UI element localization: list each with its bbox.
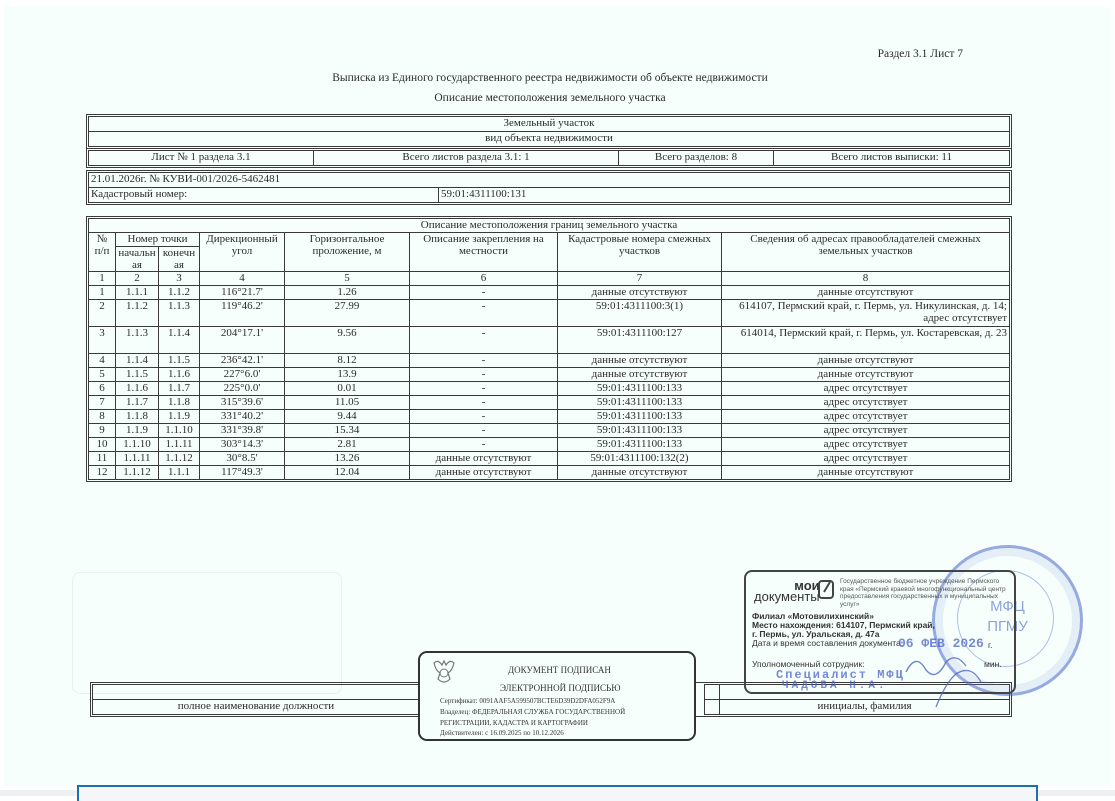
- boundaries-table: [88, 218, 1010, 480]
- table-row: [89, 354, 1010, 368]
- cell-owners: данные отсутствуют: [722, 354, 1010, 368]
- col-number: 3: [159, 272, 200, 286]
- cell-angle: 117°49.3': [200, 466, 285, 480]
- document-title: Выписка из Единого государственного реестра недвижимости об объекте недвижимости: [332, 72, 768, 84]
- object-kind-table: [88, 116, 1010, 147]
- cell-adjacent: данные отсутствуют: [558, 466, 722, 480]
- table-row: [89, 424, 1010, 438]
- cell-owners: адрес отсутствует: [722, 424, 1010, 438]
- cell-owners: 614107, Пермский край, г. Пермь, ул. Никулинская, д. 14; адрес отсутствует: [722, 300, 1010, 327]
- electronic-signature-stamp: [418, 651, 696, 741]
- cell-start: 1.1.4: [116, 354, 159, 368]
- cell-no: 11: [89, 452, 116, 466]
- cell-distance: 0.01: [285, 382, 410, 396]
- header-owners: Сведения об адресах правообладателей смежных земельных участков: [722, 233, 1010, 272]
- cell-start: 1.1.7: [116, 396, 159, 410]
- cell-distance: 2.81: [285, 438, 410, 452]
- cell-angle: 227°6.0': [200, 368, 285, 382]
- cadastral-value: 59:01:4311100:131: [439, 188, 1010, 203]
- mfc-location-1: Место нахождения: 614107, Пермский край,: [752, 620, 935, 630]
- cell-no: 1: [89, 286, 116, 300]
- cell-adjacent: 59:01:4311100:133: [558, 410, 722, 424]
- cell-angle: 303°14.3': [200, 438, 285, 452]
- cell-end: 1.1.1: [159, 466, 200, 480]
- cell-angle: 204°17.1': [200, 327, 285, 354]
- cell-distance: 11.05: [285, 396, 410, 410]
- sheet-number: Лист № 1 раздела 3.1: [89, 151, 314, 166]
- initials-caption: инициалы, фамилия: [720, 700, 1010, 715]
- header-start: начальн ая: [116, 247, 159, 272]
- col-number: 8: [722, 272, 1010, 286]
- cell-adjacent: данные отсутствуют: [558, 286, 722, 300]
- total-section-sheets: Всего листов раздела 3.1: 1: [314, 151, 619, 166]
- cell-adjacent: 59:01:4311100:127: [558, 327, 722, 354]
- mfc-organization: Государственное бюджетное учреждение Пермского края «Пермский краевой многофункциональный центр предоставления государственных и муниципальных услуг»: [840, 578, 1006, 608]
- cell-adjacent: 59:01:4311100:132(2): [558, 452, 722, 466]
- table-row: [89, 396, 1010, 410]
- cell-start: 1.1.12: [116, 466, 159, 480]
- document-subtitle: Описание местоположения земельного участка: [434, 92, 666, 104]
- cell-start: 1.1.8: [116, 410, 159, 424]
- cell-angle: 116°21.7': [200, 286, 285, 300]
- cell-end: 1.1.12: [159, 452, 200, 466]
- esig-validity: Действителен: с 16.09.2025 по 10.12.2026: [440, 729, 564, 737]
- cell-end: 1.1.3: [159, 300, 200, 327]
- cell-adjacent: данные отсутствуют: [558, 354, 722, 368]
- esig-certificate: Сертификат: 0091AAF5A599507BCTE6D39D2DFA052F9A: [440, 697, 616, 705]
- cell-start: 1.1.3: [116, 327, 159, 354]
- cell-angle: 119°46.2': [200, 300, 285, 327]
- cell-distance: 8.12: [285, 354, 410, 368]
- cell-owners: адрес отсутствует: [722, 396, 1010, 410]
- cell-distance: 27.99: [285, 300, 410, 327]
- mfc-stamp: мои документы Государственное бюджетное учреждение Пермского края «Пермский краевой многофункциональный центр предоставления государственных и муниципальных услуг» Филиал «Мотовилихинский» Место нахождения: 614107, Пермский край, г. Пермь, ул. Уральская, д. 47а Дата и время составления документа: 06 ФЕВ 2026 г. Уполномоченный сотрудник: мин. Специалист МФЦ ЧАДОВА Н.А.: [744, 570, 1016, 694]
- table-row: [89, 327, 1010, 354]
- viewer-panel[interactable]: [77, 785, 1038, 801]
- cell-owners: адрес отсутствует: [722, 410, 1010, 424]
- table-row: [89, 286, 1010, 300]
- col-number: 2: [116, 272, 159, 286]
- stamp-bleed-through: [72, 572, 342, 694]
- cell-angle: 236°42.1': [200, 354, 285, 368]
- cell-no: 12: [89, 466, 116, 480]
- employee-stamp-1: Специалист МФЦ: [776, 668, 905, 682]
- cell-angle: 225°0.0': [200, 382, 285, 396]
- table-row: [89, 368, 1010, 382]
- registration-number: 21.01.2026г. № КУВИ-001/2026-5462481: [89, 173, 1010, 188]
- total-sections: Всего разделов: 8: [619, 151, 774, 166]
- sheets-info-table: [88, 150, 1010, 166]
- cell-start: 1.1.2: [116, 300, 159, 327]
- cell-no: 2: [89, 300, 116, 327]
- sheet-label: Раздел 3.1 Лист 7: [877, 48, 963, 60]
- cell-adjacent: данные отсутствуют: [558, 368, 722, 382]
- cell-distance: 12.04: [285, 466, 410, 480]
- cell-start: 1.1.1: [116, 286, 159, 300]
- mfc-date-value: 06 ФЕВ 2026: [898, 636, 984, 651]
- table-row: [89, 466, 1010, 480]
- cell-distance: 13.9: [285, 368, 410, 382]
- cell-start: 1.1.6: [116, 382, 159, 396]
- my-documents-logo: мои документы: [754, 578, 820, 604]
- cell-fixing: -: [410, 300, 558, 327]
- cell-end: 1.1.2: [159, 286, 200, 300]
- cell-fixing: -: [410, 327, 558, 354]
- cell-start: 1.1.10: [116, 438, 159, 452]
- cell-fixing: -: [410, 410, 558, 424]
- cell-start: 1.1.11: [116, 452, 159, 466]
- cell-adjacent: 59:01:4311100:133: [558, 382, 722, 396]
- col-number: 7: [558, 272, 722, 286]
- mfc-date-label: Дата и время составления документа:: [752, 638, 904, 648]
- mfc-logo-icon: [818, 578, 836, 600]
- cadastral-label: Кадастровый номер:: [89, 188, 439, 203]
- employee-stamp-2: ЧАДОВА Н.А.: [782, 680, 888, 692]
- cell-adjacent: 59:01:4311100:133: [558, 438, 722, 452]
- cell-fixing: данные отсутствуют: [410, 452, 558, 466]
- cell-distance: 15.34: [285, 424, 410, 438]
- cell-no: 9: [89, 424, 116, 438]
- mfc-branch: Филиал «Мотовилихинский»: [752, 611, 874, 621]
- cell-fixing: -: [410, 368, 558, 382]
- cell-fixing: -: [410, 382, 558, 396]
- cell-start: 1.1.5: [116, 368, 159, 382]
- col-number: 5: [285, 272, 410, 286]
- cell-fixing: -: [410, 438, 558, 452]
- header-end: конечн ая: [159, 247, 200, 272]
- cell-angle: 315°39.6': [200, 396, 285, 410]
- total-extract-sheets: Всего листов выписки: 11: [774, 151, 1010, 166]
- table-row: [89, 382, 1010, 396]
- position-caption: полное наименование должности: [93, 700, 420, 715]
- cell-no: 5: [89, 368, 116, 382]
- esig-line1: ДОКУМЕНТ ПОДПИСАН: [508, 665, 611, 675]
- cell-adjacent: 59:01:4311100:133: [558, 396, 722, 410]
- cell-owners: 614014, Пермский край, г. Пермь, ул. Костаревская, д. 23: [722, 327, 1010, 354]
- boundaries-title: Описание местоположения границ земельного участка: [89, 219, 1010, 233]
- col-number: 6: [410, 272, 558, 286]
- cell-no: 3: [89, 327, 116, 354]
- cell-end: 1.1.10: [159, 424, 200, 438]
- object-kind: Земельный участок: [89, 117, 1010, 132]
- cell-end: 1.1.4: [159, 327, 200, 354]
- cell-owners: данные отсутствуют: [722, 368, 1010, 382]
- cell-angle: 331°39.8': [200, 424, 285, 438]
- cell-fixing: -: [410, 354, 558, 368]
- cell-fixing: -: [410, 286, 558, 300]
- cell-no: 4: [89, 354, 116, 368]
- cell-distance: 1.26: [285, 286, 410, 300]
- table-row: [89, 300, 1010, 327]
- cell-distance: 9.44: [285, 410, 410, 424]
- header-point-no: Номер точки: [116, 233, 200, 247]
- boundaries-rows: [89, 286, 1010, 480]
- cell-angle: 30°8.5': [200, 452, 285, 466]
- cell-end: 1.1.5: [159, 354, 200, 368]
- header-adjacent: Кадастровые номера смежных участков: [558, 233, 722, 272]
- cell-no: 6: [89, 382, 116, 396]
- col-number: 4: [200, 272, 285, 286]
- cell-no: 7: [89, 396, 116, 410]
- cell-start: 1.1.9: [116, 424, 159, 438]
- cell-adjacent: 59:01:4311100:3(1): [558, 300, 722, 327]
- header-distance: Горизонтальное проложение, м: [285, 233, 410, 272]
- cell-owners: адрес отсутствует: [722, 382, 1010, 396]
- table-row: [89, 452, 1010, 466]
- cell-angle: 331°40.2': [200, 410, 285, 424]
- registration-table: [88, 172, 1010, 203]
- esig-owner2: РЕГИСТРАЦИИ, КАДАСТРА И КАРТОГРАФИИ: [440, 719, 588, 727]
- mfc-employee-label: Уполномоченный сотрудник:: [752, 659, 865, 669]
- cell-owners: данные отсутствуют: [722, 466, 1010, 480]
- cell-end: 1.1.11: [159, 438, 200, 452]
- table-row: [89, 410, 1010, 424]
- cell-distance: 9.56: [285, 327, 410, 354]
- cell-owners: данные отсутствуют: [722, 286, 1010, 300]
- cell-owners: адрес отсутствует: [722, 452, 1010, 466]
- cell-end: 1.1.7: [159, 382, 200, 396]
- cell-distance: 13.26: [285, 452, 410, 466]
- header-angle: Дирекционный угол: [200, 233, 285, 272]
- cell-fixing: -: [410, 424, 558, 438]
- header-no: № п/п: [89, 233, 116, 272]
- cell-no: 10: [89, 438, 116, 452]
- cell-fixing: данные отсутствуют: [410, 466, 558, 480]
- cell-fixing: -: [410, 396, 558, 410]
- cell-end: 1.1.6: [159, 368, 200, 382]
- col-number: 1: [89, 272, 116, 286]
- cell-end: 1.1.9: [159, 410, 200, 424]
- header-fixing: Описание закрепления на местности: [410, 233, 558, 272]
- esig-line2: ЭЛЕКТРОННОЙ ПОДПИСЬЮ: [500, 683, 621, 693]
- handwritten-signature: [896, 652, 986, 712]
- table-row: [89, 438, 1010, 452]
- mfc-location-2: г. Пермь, ул. Уральская, д. 47а: [752, 629, 880, 639]
- cell-adjacent: 59:01:4311100:133: [558, 424, 722, 438]
- seal-text-1: МФЦ: [990, 598, 1025, 615]
- object-kind-caption: вид объекта недвижимости: [89, 132, 1010, 147]
- cell-end: 1.1.8: [159, 396, 200, 410]
- cell-owners: адрес отсутствует: [722, 438, 1010, 452]
- cell-no: 8: [89, 410, 116, 424]
- seal-text-2: ПГМУ: [987, 618, 1028, 635]
- coat-of-arms-icon: [430, 657, 458, 687]
- esig-owner1: Владелец: ФЕДЕРАЛЬНАЯ СЛУЖБА ГОСУДАРСТВЕННОЙ: [440, 708, 626, 716]
